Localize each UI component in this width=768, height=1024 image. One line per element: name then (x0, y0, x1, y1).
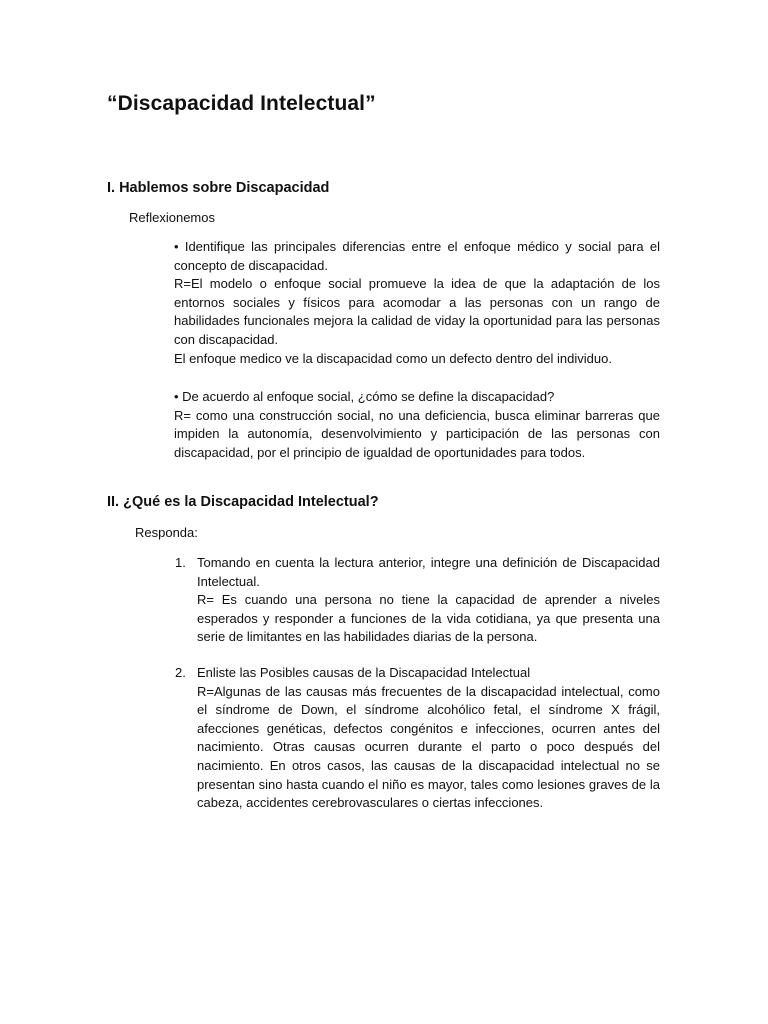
list-item-answer: R= Es cuando una persona no tiene la capacidad de aprender a niveles esperados y responder a funciones de la vida cotidiana, ya que presenta una serie de limitantes en las habilidades diarias de la persona. (197, 592, 660, 645)
list-item-number: 2. (175, 665, 186, 680)
answer-1-text: R=El modelo o enfoque social promueve la idea de que la adaptación de los entornos sociales y físicos para acomodar a las personas con un rango de habilidades funcionales mejora la calidad de viday la oportunidad para las personas con discapacidad. (174, 276, 660, 347)
list-item-question: Enliste las Posibles causas de la Discapacidad Intelectual (197, 665, 531, 680)
list-item (197, 664, 660, 813)
list-item-answer: R=Algunas de las causas más frecuentes de la discapacidad intelectual, como el síndrome de Down, el síndrome alcohólico fetal, el síndrome X frágil, afecciones genéticas, defectos congénitos e infecciones, ocurren antes del nacimiento. Otras causas ocurren durante el parto o poco después del nacimiento. En otros casos, las causas de la discapacidad intelectual no se presentan sino hasta cuando el niño es mayor, tales como lesiones graves de la cabeza, accidentes cerebrovasculares o ciertas infecciones. (197, 683, 660, 811)
list-item-number: 1. (175, 555, 186, 570)
question-2-text: • De acuerdo al enfoque social, ¿cómo se define la discapacidad? (174, 389, 555, 404)
section-2-heading: II. ¿Qué es la Discapacidad Intelectual? (107, 494, 379, 510)
question-1-text: • Identifique las principales diferencias entre el enfoque médico y social para el concepto de discapacidad. (174, 239, 660, 273)
question-2-block (174, 388, 660, 462)
list-item-question: Tomando en cuenta la lectura anterior, integre una definición de Discapacidad Intelectual. (197, 555, 660, 589)
list-item (197, 554, 660, 647)
section-1-heading: I. Hablemos sobre Discapacidad (107, 180, 330, 196)
answer-1b-text: El enfoque medico ve la discapacidad como un defecto dentro del individuo. (174, 350, 612, 366)
answer-2-text: R= como una construcción social, no una deficiencia, busca eliminar barreras que impiden la autonomía, desenvolvimiento y participación de las personas con discapacidad, por el principio de igualdad de oportunidades para todos. (174, 407, 660, 460)
question-1-block (174, 238, 660, 368)
document-title: “Discapacidad Intelectual” (107, 92, 376, 115)
section-1-subheading: Reflexionemos (129, 210, 215, 225)
section-2-subheading: Responda: (135, 525, 198, 540)
